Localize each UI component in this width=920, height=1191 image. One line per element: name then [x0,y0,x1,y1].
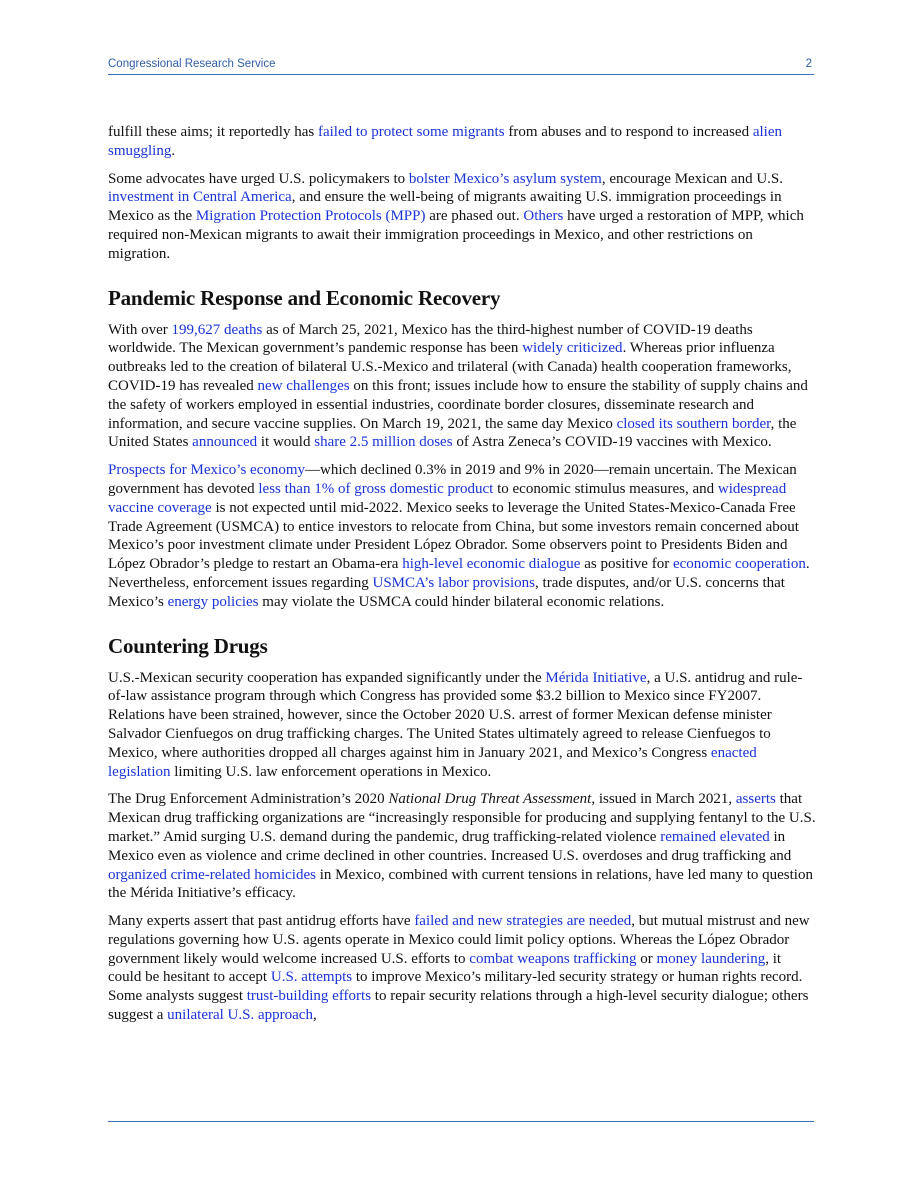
body-text-run: as of March 25, 2021, Mexico has the third-highest number of COVID-19 deaths worldwide. The Mexican government’s pandemic response has been [108,321,753,357]
inline-hyperlink[interactable]: widespread vaccine coverage [108,480,787,516]
body-text-run: in Mexico, combined with current tensions in relations, have led many to question the Mérida Initiative’s efficacy. [108,866,813,902]
paragraph-advocates [108,170,816,264]
inline-hyperlink[interactable]: share 2.5 million doses [314,434,453,451]
inline-hyperlink[interactable]: Prospects for Mexico’s economy [108,462,306,479]
inline-hyperlink[interactable]: investment in Central America [108,189,292,206]
body-text-run: With over [108,321,172,338]
section-heading-drugs: Countering Drugs [108,633,268,658]
body-text-run: , and ensure the well-being of migrants awaiting U.S. immigration proceedings in Mexico as the [108,189,782,225]
body-text-run: U.S.-Mexican security cooperation has expanded significantly under the [108,669,546,686]
body-text-run: to improve Mexico’s military-led security strategy or human rights record. Some analysts suggest [108,969,803,1005]
inline-hyperlink[interactable]: widely criticized [522,340,623,357]
inline-hyperlink[interactable]: bolster Mexico’s asylum system [408,170,602,187]
inline-hyperlink[interactable]: 199,627 deaths [171,321,263,338]
body-text-run: to repair security relations through a high-level security dialogue; others suggest a [108,988,809,1024]
body-text-run: limiting U.S. law enforcement operations in Mexico. [170,763,492,780]
inline-hyperlink[interactable]: remained elevated [660,828,770,845]
body-text-run: . [171,142,176,159]
paragraph-economy [108,461,816,611]
body-text-run: that Mexican drug trafficking organizations are “increasingly responsible for producing and supplying fentanyl to the U.S. market.” Amid surging U.S. demand during the pandemic, drug trafficking-related violence [108,791,816,845]
body-text-run: as positive for [580,556,673,573]
footer-divider [108,1121,814,1122]
body-text-run: , but mutual mistrust and new regulations governing how U.S. agents operate in Mexico could limit policy options. Whereas the López Obrador government likely would welcome increased U.S. efforts to [108,913,810,967]
page-number: 2 [805,58,812,70]
paragraph-migration-aims [108,123,816,161]
body-text-run: fulfill these aims; it reportedly has [108,124,318,140]
header-org-name: Congressional Research Service [108,58,276,70]
body-text-run: Many experts assert that past antidrug efforts have [108,913,415,930]
inline-hyperlink[interactable]: unilateral U.S. approach [167,1007,313,1024]
body-text-run: on this front; issues include how to ensure the stability of supply chains and the safety of workers employed in essential industries, coordinate border closures, disseminate research and information, and secure vaccine supplies. On March 19, 2021, the same day Mexico [108,377,808,432]
body-text-run: may violate the USMCA could hinder bilateral economic relations. [258,593,665,610]
inline-hyperlink[interactable]: economic cooperation [672,556,806,573]
paragraph-experts [108,912,816,1025]
inline-hyperlink[interactable]: money laundering [656,950,766,967]
body-text-run: —which declined 0.3% in 2019 and 9% in 2020—remain uncertain. The Mexican government has devoted [108,462,797,497]
inline-hyperlink[interactable]: USMCA’s labor provisions [372,574,536,591]
inline-hyperlink[interactable]: Migration Protection Protocols (MPP) [195,208,426,225]
body-text-run: or [636,950,657,967]
inline-hyperlink[interactable]: high-level economic dialogue [402,556,581,573]
body-text-run: . Nevertheless, enforcement issues regarding [108,556,810,591]
inline-hyperlink[interactable]: asserts [735,791,776,808]
body-text-run: have urged a restoration of MPP, which required non-Mexican migrants to await their immigration proceedings in Mexico, and other restrictions on migration. [108,208,804,262]
body-text-run: of Astra Zeneca’s COVID-19 vaccines with Mexico. [452,434,772,451]
body-text-run: Some advocates have urged U.S. policymakers to [108,170,409,187]
document-body [108,123,816,1034]
inline-hyperlink[interactable]: failed and new strategies are needed [414,913,632,930]
body-text-run: are phased out. [425,208,524,225]
inline-hyperlink[interactable]: less than 1% of gross domestic product [258,480,494,497]
body-text-run: , trade disputes, and/or U.S. concerns that Mexico’s [108,574,785,610]
body-text-run: , a U.S. antidrug and rule-of-law assistance program through which Congress has provided some $3.2 billion to Mexico since FY2007. Relations have been strained, however, since the October 2020 U.S. arrest of former Mexican defense minister Salvador Cienfuegos on drug trafficking charges. The United States ultimately agreed to release Cienfuegos to Mexico, where authorities dropped all charges against him in January 2021, and Mexico’s Congress [108,669,803,761]
body-text-run: , [312,1007,317,1024]
body-text-run: , the United States [108,415,797,451]
body-text-run: , encourage Mexican and U.S. [601,170,783,187]
paragraph-covid-deaths [108,321,816,453]
inline-hyperlink[interactable]: Others [523,208,564,225]
header-divider [108,74,814,75]
inline-hyperlink[interactable]: new challenges [257,377,350,394]
section-heading-pandemic: Pandemic Response and Economic Recovery [108,285,501,310]
body-text-run: The Drug Enforcement Administration’s 2020 [108,791,389,808]
inline-hyperlink[interactable]: Mérida Initiative [545,669,647,686]
body-text-run: in Mexico even as violence and crime declined in other countries. Increased U.S. overdoses and drug trafficking and [108,828,792,864]
body-text-run: to economic stimulus measures, and [493,480,718,497]
inline-hyperlink[interactable]: trust-building efforts [246,988,372,1005]
body-text-run: . Whereas prior influenza outbreaks led to the creation of bilateral U.S.-Mexico and trilateral (with Canada) health cooperation frameworks, COVID-19 has revealed [108,340,792,394]
inline-hyperlink[interactable]: alien smuggling [108,124,782,159]
paragraph-merida [108,669,816,782]
inline-hyperlink[interactable]: energy policies [167,593,259,610]
italic-title: National Drug Threat Assessment [388,791,592,808]
body-text-run: , issued in March 2021, [591,791,736,808]
inline-hyperlink[interactable]: U.S. attempts [270,969,353,986]
inline-hyperlink[interactable]: enacted legislation [108,744,757,780]
body-text-run: it would [257,434,315,451]
inline-hyperlink[interactable]: combat weapons trafficking [469,950,637,967]
body-text-run: , it could be hesitant to accept [108,950,782,986]
page-header [108,58,812,70]
body-text-run: is not expected until mid-2022. Mexico seeks to leverage the United States-Mexico-Canada Free Trade Agreement (USMCA) to entice investors to relocate from China, but some investors remain concerned about Mexico’s poor investment climate under President López Obrador. Some observers point to Presidents Biden and López Obrador’s pledge to restart an Obama-era [108,499,799,573]
inline-hyperlink[interactable]: closed its southern border [616,415,771,432]
paragraph-dea-assessment [108,790,816,903]
body-text-run: from abuses and to respond to increased [504,124,753,140]
inline-hyperlink[interactable]: failed to protect some migrants [317,124,505,140]
inline-hyperlink[interactable]: announced [192,434,258,451]
inline-hyperlink[interactable]: organized crime-related homicides [108,866,316,883]
